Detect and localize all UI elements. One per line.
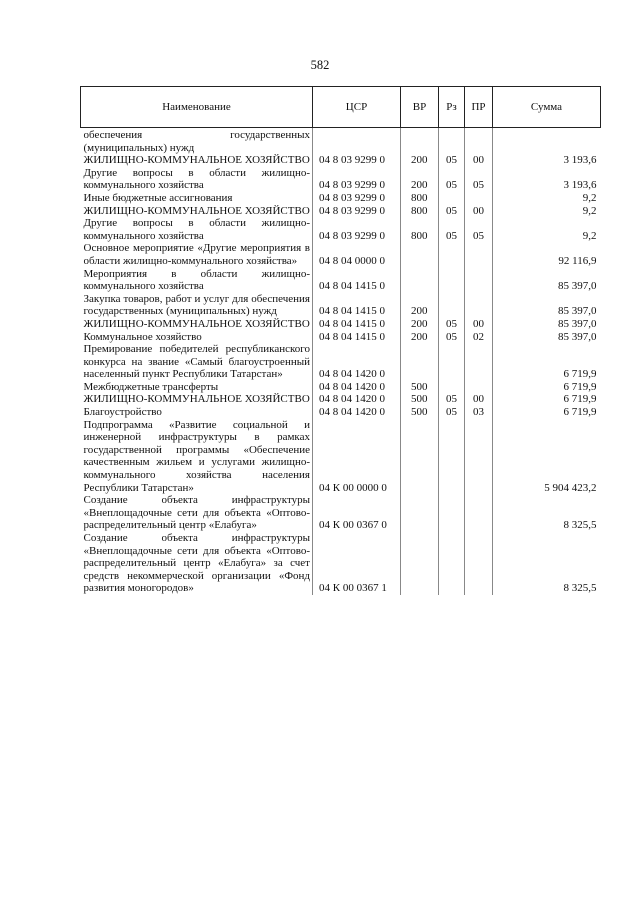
cell-sum: 85 397,0 — [493, 331, 601, 344]
cell-sum — [493, 128, 601, 155]
cell-vr: 200 — [401, 293, 439, 318]
cell-vr: 500 — [401, 393, 439, 406]
cell-name: Благоустройство — [81, 406, 313, 419]
cell-name: ЖИЛИЩНО-КОММУНАЛЬНОЕ ХОЗЯЙСТВО — [81, 318, 313, 331]
cell-sum: 5 904 423,2 — [493, 419, 601, 495]
cell-sum: 3 193,6 — [493, 167, 601, 192]
cell-rz: 05 — [439, 318, 465, 331]
table-row — [81, 343, 601, 381]
table-row — [81, 293, 601, 318]
cell-vr: 200 — [401, 167, 439, 192]
cell-vr — [401, 494, 439, 532]
cell-sum: 6 719,9 — [493, 393, 601, 406]
cell-rz — [439, 293, 465, 318]
cell-sum: 8 325,5 — [493, 494, 601, 532]
cell-csr: 04 8 03 9299 0 — [313, 217, 401, 242]
cell-name: ЖИЛИЩНО-КОММУНАЛЬНОЕ ХОЗЯЙСТВО — [81, 154, 313, 167]
table-row — [81, 494, 601, 532]
cell-rz — [439, 532, 465, 595]
table-row — [81, 268, 601, 293]
cell-sum: 85 397,0 — [493, 318, 601, 331]
table-row — [81, 406, 601, 419]
budget-table — [80, 86, 601, 595]
cell-name: Закупка товаров, работ и услуг для обеспечения государственных (муниципальных) нужд — [81, 293, 313, 318]
table-row — [81, 154, 601, 167]
column-header-csr: ЦСР — [313, 87, 401, 128]
cell-pr — [465, 293, 493, 318]
table-row — [81, 128, 601, 155]
cell-pr: 00 — [465, 393, 493, 406]
cell-name: Другие вопросы в области жилищно-коммунального хозяйства — [81, 167, 313, 192]
cell-sum: 6 719,9 — [493, 406, 601, 419]
cell-vr: 500 — [401, 406, 439, 419]
table-row — [81, 217, 601, 242]
cell-sum: 3 193,6 — [493, 154, 601, 167]
cell-pr — [465, 381, 493, 394]
cell-pr: 05 — [465, 167, 493, 192]
cell-csr: 04 К 00 0367 1 — [313, 532, 401, 595]
cell-csr: 04 8 04 1415 0 — [313, 293, 401, 318]
cell-pr — [465, 128, 493, 155]
cell-pr: 00 — [465, 318, 493, 331]
cell-csr: 04 8 04 1415 0 — [313, 318, 401, 331]
cell-sum: 85 397,0 — [493, 293, 601, 318]
cell-vr: 200 — [401, 318, 439, 331]
table-row — [81, 331, 601, 344]
cell-csr: 04 К 00 0000 0 — [313, 419, 401, 495]
cell-rz: 05 — [439, 205, 465, 218]
cell-csr: 04 8 04 1420 0 — [313, 343, 401, 381]
table-row — [81, 192, 601, 205]
column-header-pr: ПР — [465, 87, 493, 128]
cell-name: Подпрограмма «Развитие социальной и инженерной инфраструктуры в рамках государственной программы «Обеспечение качественным жильем и услугами жилищно-коммунального хозяйства населения Республики Татарстан» — [81, 419, 313, 495]
cell-pr: 05 — [465, 217, 493, 242]
cell-vr — [401, 419, 439, 495]
cell-vr — [401, 268, 439, 293]
cell-rz — [439, 128, 465, 155]
cell-name: Иные бюджетные ассигнования — [81, 192, 313, 205]
cell-rz: 05 — [439, 331, 465, 344]
cell-sum: 9,2 — [493, 217, 601, 242]
cell-sum: 92 116,9 — [493, 242, 601, 267]
cell-rz — [439, 494, 465, 532]
cell-rz — [439, 419, 465, 495]
column-header-vr: ВР — [401, 87, 439, 128]
cell-pr — [465, 192, 493, 205]
cell-pr — [465, 242, 493, 267]
page-number: 582 — [310, 58, 330, 72]
cell-name: ЖИЛИЩНО-КОММУНАЛЬНОЕ ХОЗЯЙСТВО — [81, 393, 313, 406]
cell-sum: 6 719,9 — [493, 343, 601, 381]
cell-csr: 04 К 00 0367 0 — [313, 494, 401, 532]
cell-rz: 05 — [439, 406, 465, 419]
cell-rz — [439, 268, 465, 293]
cell-rz: 05 — [439, 167, 465, 192]
cell-sum: 6 719,9 — [493, 381, 601, 394]
cell-vr — [401, 532, 439, 595]
table-row — [81, 167, 601, 192]
table-body — [81, 128, 601, 595]
cell-pr — [465, 343, 493, 381]
cell-pr — [465, 532, 493, 595]
cell-pr — [465, 419, 493, 495]
table-row — [81, 393, 601, 406]
cell-name: обеспечения государственных (муниципальных) нужд — [81, 128, 313, 155]
cell-sum: 9,2 — [493, 205, 601, 218]
cell-csr: 04 8 04 1420 0 — [313, 393, 401, 406]
cell-rz — [439, 242, 465, 267]
table-row — [81, 381, 601, 394]
cell-csr: 04 8 04 1415 0 — [313, 268, 401, 293]
cell-csr: 04 8 04 1415 0 — [313, 331, 401, 344]
cell-vr: 500 — [401, 381, 439, 394]
table-row — [81, 242, 601, 267]
cell-csr: 04 8 04 1420 0 — [313, 381, 401, 394]
column-header-rz: Рз — [439, 87, 465, 128]
cell-sum: 9,2 — [493, 192, 601, 205]
cell-name: Межбюджетные трансферты — [81, 381, 313, 394]
cell-pr: 02 — [465, 331, 493, 344]
cell-csr: 04 8 03 9299 0 — [313, 192, 401, 205]
cell-vr: 800 — [401, 192, 439, 205]
cell-csr: 04 8 03 9299 0 — [313, 167, 401, 192]
cell-rz: 05 — [439, 154, 465, 167]
cell-rz: 05 — [439, 217, 465, 242]
cell-vr — [401, 128, 439, 155]
table-row — [81, 205, 601, 218]
cell-name: Другие вопросы в области жилищно-коммунального хозяйства — [81, 217, 313, 242]
cell-name: Создание объекта инфраструктуры «Внеплощадочные сети для объекта «Оптово-распределительный центр «Елабуга» — [81, 494, 313, 532]
cell-pr — [465, 268, 493, 293]
cell-pr: 03 — [465, 406, 493, 419]
cell-sum: 85 397,0 — [493, 268, 601, 293]
cell-rz — [439, 381, 465, 394]
cell-rz — [439, 192, 465, 205]
cell-pr — [465, 494, 493, 532]
cell-rz — [439, 343, 465, 381]
cell-name: Основное мероприятие «Другие мероприятия в области жилищно-коммунального хозяйства» — [81, 242, 313, 267]
cell-vr — [401, 242, 439, 267]
column-header-name: Наименование — [81, 87, 313, 128]
cell-csr: 04 8 03 9299 0 — [313, 154, 401, 167]
table-row — [81, 419, 601, 495]
cell-vr: 200 — [401, 331, 439, 344]
cell-pr: 00 — [465, 205, 493, 218]
cell-rz: 05 — [439, 393, 465, 406]
cell-pr: 00 — [465, 154, 493, 167]
column-header-sum: Сумма — [493, 87, 601, 128]
table-row — [81, 532, 601, 595]
cell-sum: 8 325,5 — [493, 532, 601, 595]
cell-csr: 04 8 03 9299 0 — [313, 205, 401, 218]
cell-name: Создание объекта инфраструктуры «Внеплощадочные сети для объекта «Оптово-распределительный центр «Елабуга» за счет средств некоммерческой организации «Фонд развития моногородов» — [81, 532, 313, 595]
cell-vr: 800 — [401, 205, 439, 218]
cell-name: Премирование победителей республиканского конкурса на звание «Самый благоустроенный населенный пункт Республики Татарстан» — [81, 343, 313, 381]
cell-name: ЖИЛИЩНО-КОММУНАЛЬНОЕ ХОЗЯЙСТВО — [81, 205, 313, 218]
cell-vr — [401, 343, 439, 381]
cell-csr: 04 8 04 0000 0 — [313, 242, 401, 267]
cell-csr — [313, 128, 401, 155]
table-header-row — [81, 87, 601, 128]
cell-vr: 800 — [401, 217, 439, 242]
cell-csr: 04 8 04 1420 0 — [313, 406, 401, 419]
table-row — [81, 318, 601, 331]
cell-name: Мероприятия в области жилищно-коммунального хозяйства — [81, 268, 313, 293]
cell-vr: 200 — [401, 154, 439, 167]
cell-name: Коммунальное хозяйство — [81, 331, 313, 344]
